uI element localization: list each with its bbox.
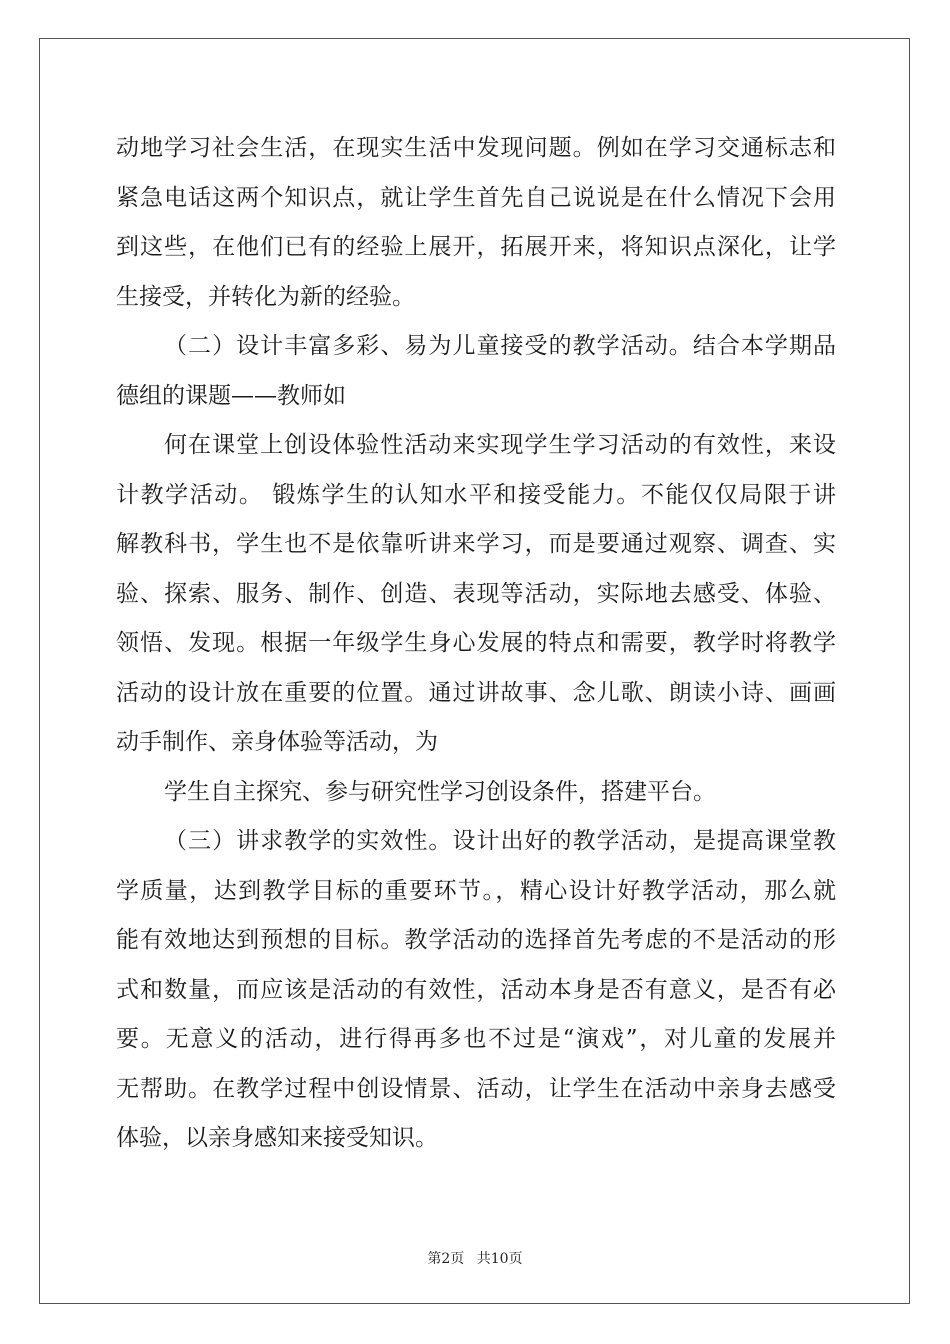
text-line: 学质量，达到教学目标的重要环节。，精心设计好教学活动，那么就	[116, 877, 836, 904]
page-number: 第2页	[427, 1251, 465, 1267]
text-line: 活动的设计放在重要的位置。通过讲故事、念儿歌、朗读小诗、画画	[116, 679, 836, 706]
text-line: 式和数量，而应该是活动的有效性，活动本身是否有意义，是否有必	[116, 976, 836, 1003]
text-line: 体验，以亲身感知来接受知识。	[116, 1125, 438, 1151]
text-line: 德组的课题——教师如	[116, 382, 346, 409]
text-line: 到这些，在他们已有的经验上展开，拓展开来，将知识点深化，让学	[116, 234, 836, 260]
text-line: 要。无意义的活动，进行得再多也不过是“演戏”，对儿童的发展并	[116, 1026, 836, 1052]
text-line: 能有效地达到预想的目标。教学活动的选择首先考虑的不是活动的形	[116, 927, 836, 953]
document-body	[116, 124, 836, 1164]
text-line: 动地学习社会生活，在现实生活中发现问题。例如在学习交通标志和	[116, 135, 836, 161]
text-line: 生接受，并转化为新的经验。	[116, 283, 415, 310]
text-line: 动手制作、亲身体验等活动，为	[116, 729, 438, 755]
text-line: （二）设计丰富多彩、易为儿童接受的教学活动。结合本学期品	[164, 333, 836, 359]
text-line: 何在课堂上创设体验性活动来实现学生学习活动的有效性，来设	[164, 432, 836, 458]
page-footer	[0, 1248, 950, 1268]
text-line: 解教科书，学生也不是依靠听讲来学习，而是要通过观察、调查、实	[116, 531, 836, 557]
text-line: 计教学活动。 锻炼学生的认知水平和接受能力。不能仅仅局限于讲	[116, 481, 836, 508]
text-line: 紧急电话这两个知识点，就让学生首先自己说说是在什么情况下会用	[116, 184, 836, 211]
text-line: 验、探索、服务、制作、创造、表现等活动，实际地去感受、体验、	[116, 580, 836, 607]
text-line: 无帮助。在教学过程中创设情景、活动，让学生在活动中亲身去感受	[116, 1075, 836, 1102]
text-line: 学生自主探究、参与研究性学习创设条件，搭建平台。	[164, 778, 716, 805]
text-line: 领悟、发现。根据一年级学生身心发展的特点和需要，教学时将教学	[116, 630, 836, 656]
text-line: （三）讲求教学的实效性。设计出好的教学活动，是提高课堂教	[164, 828, 836, 854]
page-total: 共10页	[476, 1251, 523, 1267]
